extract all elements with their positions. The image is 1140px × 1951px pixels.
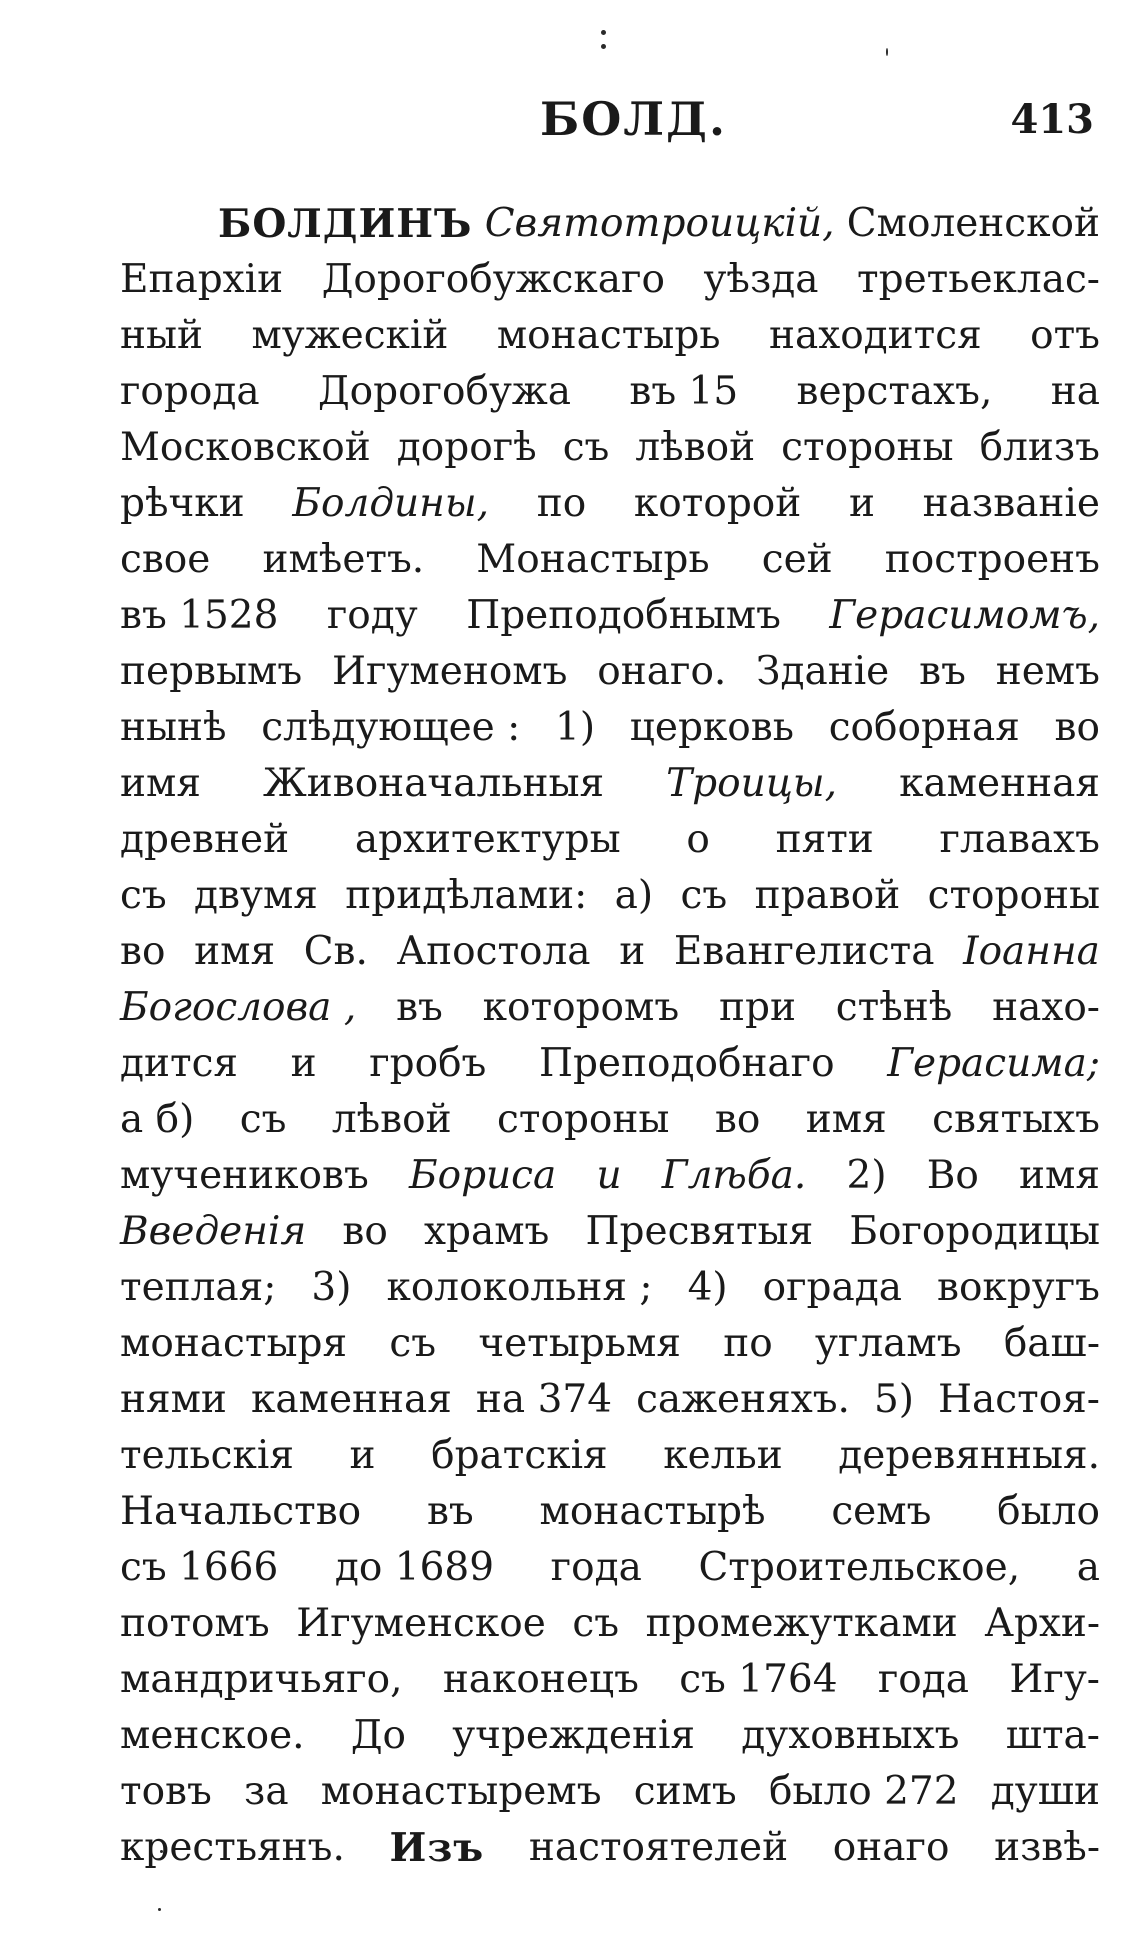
- word: Епархіи: [120, 257, 284, 302]
- word: главахъ: [939, 817, 1100, 862]
- word: которомъ: [482, 985, 680, 1030]
- word: за: [244, 1769, 289, 1814]
- word: нями: [120, 1377, 227, 1422]
- word: на: [1050, 369, 1100, 414]
- word: каменная: [899, 761, 1100, 806]
- word: Бориса: [408, 1153, 557, 1198]
- word: и: [290, 1041, 317, 1086]
- word: четырьмя: [478, 1321, 681, 1366]
- word: товъ: [120, 1769, 212, 1814]
- ink-speck: [601, 44, 606, 49]
- word: саженяхъ.: [636, 1377, 850, 1422]
- word: по: [536, 481, 587, 526]
- running-head: БОЛД.: [540, 92, 727, 146]
- text-line: [120, 588, 1100, 644]
- word: правой: [754, 873, 901, 918]
- word: года: [877, 1657, 970, 1702]
- word: и: [848, 481, 875, 526]
- word: имя: [120, 761, 201, 806]
- word: каменная: [250, 1377, 452, 1422]
- word: 3): [311, 1265, 352, 1310]
- word: съ 1666: [120, 1545, 279, 1590]
- text-line: [120, 252, 1100, 308]
- word: стѣнѣ: [835, 985, 953, 1030]
- word: 1): [555, 705, 596, 750]
- text-line: [120, 1372, 1100, 1428]
- word: съ: [572, 1601, 620, 1646]
- word: дорогѣ: [396, 425, 537, 470]
- text-line: [120, 980, 1100, 1036]
- word: Игуменское: [296, 1601, 546, 1646]
- entry-headword: БОЛДИНЪ: [218, 201, 473, 247]
- word: по: [723, 1321, 773, 1366]
- word: церковь: [629, 705, 794, 750]
- page-number: 413: [1010, 96, 1094, 143]
- word: близъ: [979, 425, 1100, 470]
- text-line: [120, 1260, 1100, 1316]
- word: промежутками: [645, 1601, 958, 1646]
- word: Дорогобужскаго: [321, 257, 665, 302]
- word: Святотроицкій,: [484, 201, 835, 246]
- word: настоятелей: [528, 1825, 789, 1870]
- word: наконецъ: [442, 1657, 639, 1702]
- word: Московской: [120, 425, 371, 470]
- word: съ: [680, 873, 728, 918]
- word: при: [719, 985, 796, 1030]
- word: угламъ: [814, 1321, 962, 1366]
- word: тельскія: [120, 1433, 294, 1478]
- word: Глѣба.: [661, 1153, 807, 1198]
- word: и: [349, 1433, 376, 1478]
- word: въ 15: [629, 369, 739, 414]
- word: года: [550, 1545, 642, 1590]
- word: пяти: [775, 817, 874, 862]
- word: Дорогобужа: [317, 369, 572, 414]
- word: дится: [120, 1041, 239, 1086]
- word: придѣлами:: [345, 873, 588, 918]
- text-line: [120, 364, 1100, 420]
- word: было 272: [768, 1769, 959, 1814]
- text-line: [120, 476, 1100, 532]
- word: учрежденія: [452, 1713, 696, 1758]
- word: симъ: [633, 1769, 737, 1814]
- word: кельи: [663, 1433, 783, 1478]
- ink-speck: [158, 1908, 161, 1911]
- text-line: [120, 1484, 1100, 1540]
- word: году: [326, 593, 418, 638]
- word: души: [990, 1769, 1100, 1814]
- word: древней: [120, 817, 290, 862]
- word: Преподобнаго: [538, 1041, 835, 1086]
- word: стороны: [927, 873, 1100, 918]
- word: съ 1764: [679, 1657, 838, 1702]
- word: Апостола: [396, 929, 591, 974]
- word: монастыремъ: [320, 1769, 602, 1814]
- text-line: [120, 1148, 1100, 1204]
- word: лѣвой: [331, 1097, 452, 1142]
- word: онаго.: [597, 649, 727, 694]
- word: Герасимомъ,: [829, 593, 1100, 638]
- text-line: [120, 1036, 1100, 1092]
- word: архитектуры: [354, 817, 621, 862]
- word: гробъ: [369, 1041, 487, 1086]
- text-line: [120, 1316, 1100, 1372]
- word: стороны: [781, 425, 954, 470]
- word: Монастырь: [476, 537, 710, 582]
- text-line: [120, 1596, 1100, 1652]
- word: 4): [687, 1265, 728, 1310]
- word: Архи-: [984, 1601, 1100, 1646]
- word: ограда: [762, 1265, 902, 1310]
- word: святыхъ: [932, 1097, 1100, 1142]
- word: съ: [239, 1097, 287, 1142]
- word: потомъ: [120, 1601, 270, 1646]
- word: имѣетъ.: [262, 537, 425, 582]
- word: первымъ: [120, 649, 303, 694]
- word: въ 1528: [120, 593, 279, 638]
- word: До: [350, 1713, 406, 1758]
- word: Болдины,: [292, 481, 490, 526]
- word: уѣзда: [703, 257, 819, 302]
- word: Игуменомъ: [332, 649, 568, 694]
- word: Евангелиста: [673, 929, 935, 974]
- word: а б): [120, 1097, 195, 1142]
- word: немъ: [995, 649, 1100, 694]
- word: теплая;: [120, 1265, 277, 1310]
- word: Пресвятыя: [585, 1209, 814, 1254]
- word: монастырѣ: [539, 1489, 766, 1534]
- word: Св.: [303, 929, 368, 974]
- word: мужескій: [251, 313, 449, 358]
- word: Изъ: [389, 1825, 485, 1871]
- word: въ: [396, 985, 443, 1030]
- text-line: [120, 1540, 1100, 1596]
- text-line: [120, 868, 1100, 924]
- text-line: [120, 924, 1100, 980]
- text-line: [120, 1820, 1100, 1876]
- word: Строительское,: [698, 1545, 1021, 1590]
- word: Герасима;: [887, 1041, 1100, 1086]
- text-line: [120, 532, 1100, 588]
- word: въ: [919, 649, 966, 694]
- word: двумя: [194, 873, 318, 918]
- word: верстахъ,: [796, 369, 993, 414]
- page-header: [0, 92, 1140, 152]
- word: 5): [873, 1377, 914, 1422]
- text-line: [120, 1204, 1100, 1260]
- word: Во: [926, 1153, 979, 1198]
- word: Зданіе: [756, 649, 890, 694]
- word: мучениковъ: [120, 1153, 369, 1198]
- word: нынѣ: [120, 705, 227, 750]
- word: колокольня ;: [386, 1265, 653, 1310]
- word: ный: [120, 313, 204, 358]
- word: а): [614, 873, 654, 918]
- word: свое: [120, 537, 211, 582]
- ink-speck: [601, 30, 606, 35]
- word: 2): [846, 1153, 887, 1198]
- word: крестьянъ.: [120, 1825, 345, 1870]
- word: а: [1076, 1545, 1100, 1590]
- ink-speck: [886, 48, 888, 56]
- word: извѣ-: [994, 1825, 1100, 1870]
- word: вокругъ: [937, 1265, 1100, 1310]
- word: братскія: [431, 1433, 608, 1478]
- word: деревянныя.: [838, 1433, 1100, 1478]
- word: монастыря: [120, 1321, 348, 1366]
- text-line: [120, 1708, 1100, 1764]
- word: съ: [389, 1321, 437, 1366]
- word: находится: [768, 313, 982, 358]
- word: города: [120, 369, 260, 414]
- word: Смоленской: [846, 201, 1100, 246]
- word: во: [714, 1097, 761, 1142]
- word: и: [596, 1153, 622, 1198]
- word: которой: [633, 481, 802, 526]
- word: духовныхъ: [741, 1713, 960, 1758]
- word: Игу-: [1009, 1657, 1100, 1702]
- word: построенъ: [884, 537, 1100, 582]
- word: монастырь: [496, 313, 721, 358]
- text-line: [120, 1428, 1100, 1484]
- word: было: [997, 1489, 1100, 1534]
- text-line: [120, 1764, 1100, 1820]
- text-line: [120, 812, 1100, 868]
- word: имя: [1019, 1153, 1100, 1198]
- word: до 1689: [334, 1545, 495, 1590]
- word: онаго: [832, 1825, 950, 1870]
- text-line: [120, 420, 1100, 476]
- article-body: [120, 196, 1100, 1876]
- text-line: [120, 700, 1100, 756]
- word: Богослова ,: [120, 985, 357, 1030]
- word: имя: [805, 1097, 887, 1142]
- word: лѣвой: [635, 425, 756, 470]
- word: стороны: [497, 1097, 670, 1142]
- word: храмъ: [423, 1209, 550, 1254]
- text-line: [120, 308, 1100, 364]
- word: Настоя-: [938, 1377, 1100, 1422]
- word: семъ: [831, 1489, 932, 1534]
- word: баш-: [1003, 1321, 1100, 1366]
- word: слѣдующее :: [261, 705, 521, 750]
- word: шта-: [1005, 1713, 1100, 1758]
- word: съ: [562, 425, 610, 470]
- word: о: [686, 817, 710, 862]
- word: сей: [761, 537, 833, 582]
- word: названіе: [922, 481, 1100, 526]
- word: во: [120, 929, 166, 974]
- word: Введенія: [120, 1209, 307, 1254]
- word: Начальство: [120, 1489, 362, 1534]
- word: нахо-: [992, 985, 1100, 1030]
- text-line: [120, 196, 1100, 252]
- word: въ: [426, 1489, 474, 1534]
- word: Троицы,: [666, 761, 838, 806]
- word: отъ: [1030, 313, 1100, 358]
- word: Живоначальныя: [262, 761, 605, 806]
- word: Іоанна: [963, 929, 1100, 974]
- word: имя: [194, 929, 276, 974]
- word: и: [619, 929, 646, 974]
- word: съ: [120, 873, 167, 918]
- word: третьеклас-: [857, 257, 1100, 302]
- word: рѣчки: [120, 481, 245, 526]
- text-line: [120, 756, 1100, 812]
- word: мандричьяго,: [120, 1657, 403, 1702]
- word: на 374: [475, 1377, 613, 1422]
- word: Преподобнымъ: [466, 593, 781, 638]
- word: во: [1054, 705, 1100, 750]
- word: менское.: [120, 1713, 305, 1758]
- word: Богородицы: [849, 1209, 1100, 1254]
- word: во: [342, 1209, 388, 1254]
- word: соборная: [828, 705, 1020, 750]
- text-line: [120, 1652, 1100, 1708]
- text-line: [120, 1092, 1100, 1148]
- text-line: [120, 644, 1100, 700]
